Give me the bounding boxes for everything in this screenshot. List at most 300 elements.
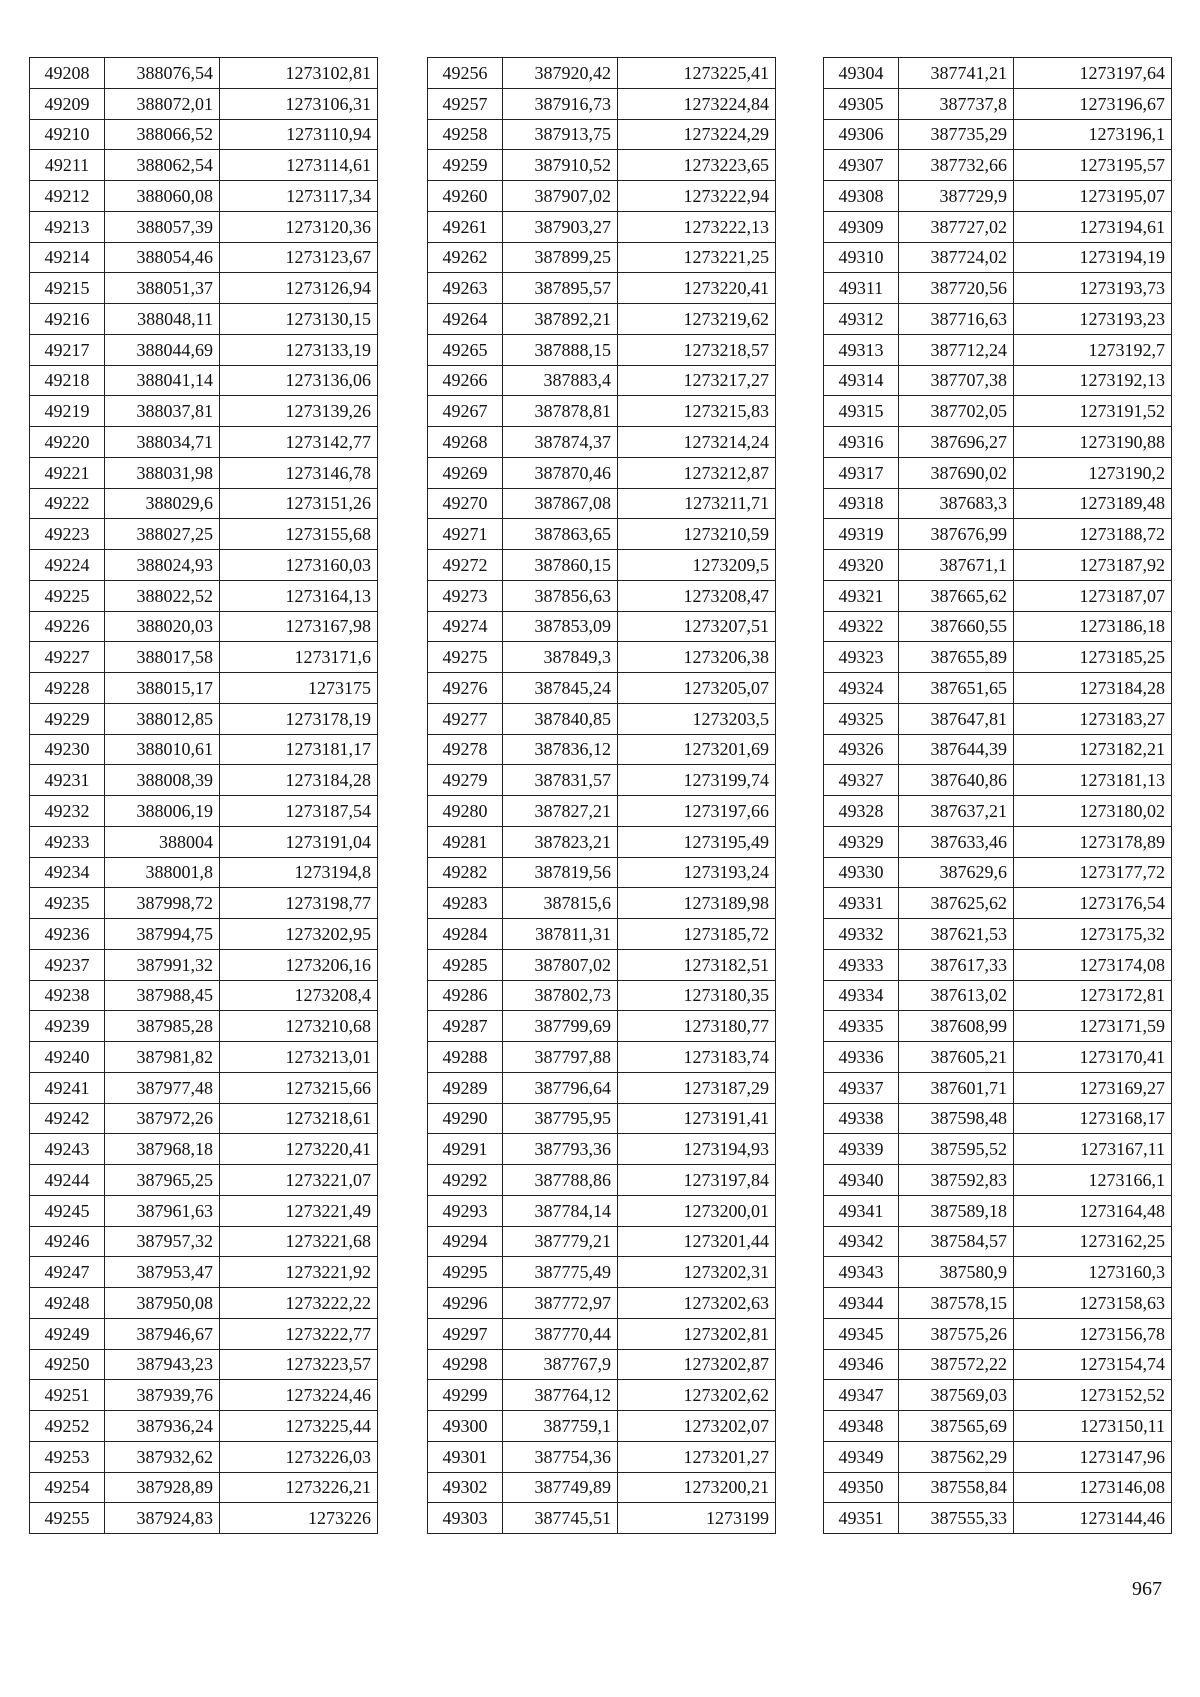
y-coordinate-cell: 1273226,21 [220, 1472, 378, 1503]
x-coordinate-cell: 387950,08 [105, 1288, 220, 1319]
y-coordinate-cell: 1273152,52 [1014, 1380, 1172, 1411]
x-coordinate-cell: 387874,37 [503, 427, 618, 458]
y-coordinate-cell: 1273187,92 [1014, 550, 1172, 581]
table-row [30, 857, 378, 888]
x-coordinate-cell: 387981,82 [105, 1042, 220, 1073]
x-coordinate-cell: 387720,56 [899, 273, 1014, 304]
y-coordinate-cell: 1273180,77 [618, 1011, 776, 1042]
y-coordinate-cell: 1273156,78 [1014, 1318, 1172, 1349]
y-coordinate-cell: 1273160,3 [1014, 1257, 1172, 1288]
table-row [428, 1441, 776, 1472]
x-coordinate-cell: 388034,71 [105, 427, 220, 458]
table-row [824, 1134, 1172, 1165]
table-row [30, 273, 378, 304]
x-coordinate-cell: 387671,1 [899, 550, 1014, 581]
y-coordinate-cell: 1273160,03 [220, 550, 378, 581]
point-id-cell: 49252 [30, 1411, 105, 1442]
table-row [30, 119, 378, 150]
y-coordinate-cell: 1273202,87 [618, 1349, 776, 1380]
point-id-cell: 49338 [824, 1103, 899, 1134]
point-id-cell: 49209 [30, 88, 105, 119]
point-id-cell: 49216 [30, 304, 105, 335]
y-coordinate-cell: 1273222,94 [618, 181, 776, 212]
point-id-cell: 49297 [428, 1318, 503, 1349]
y-coordinate-cell: 1273202,63 [618, 1288, 776, 1319]
table-row [428, 980, 776, 1011]
x-coordinate-cell: 387998,72 [105, 888, 220, 919]
x-coordinate-cell: 387592,83 [899, 1165, 1014, 1196]
x-coordinate-cell: 388037,81 [105, 396, 220, 427]
y-coordinate-cell: 1273171,6 [220, 642, 378, 673]
x-coordinate-cell: 387759,1 [503, 1411, 618, 1442]
table-row [824, 580, 1172, 611]
page-number: 967 [1132, 1578, 1162, 1600]
point-id-cell: 49293 [428, 1195, 503, 1226]
point-id-cell: 49349 [824, 1441, 899, 1472]
point-id-cell: 49285 [428, 949, 503, 980]
x-coordinate-cell: 387968,18 [105, 1134, 220, 1165]
table-row [824, 734, 1172, 765]
table-row [824, 1411, 1172, 1442]
table-row [30, 888, 378, 919]
point-id-cell: 49227 [30, 642, 105, 673]
point-id-cell: 49215 [30, 273, 105, 304]
y-coordinate-cell: 1273197,84 [618, 1165, 776, 1196]
x-coordinate-cell: 388062,54 [105, 150, 220, 181]
table-row [824, 457, 1172, 488]
x-coordinate-cell: 387580,9 [899, 1257, 1014, 1288]
table-row [30, 980, 378, 1011]
x-coordinate-cell: 387690,02 [899, 457, 1014, 488]
x-coordinate-cell: 387589,18 [899, 1195, 1014, 1226]
point-id-cell: 49306 [824, 119, 899, 150]
point-id-cell: 49317 [824, 457, 899, 488]
y-coordinate-cell: 1273223,65 [618, 150, 776, 181]
x-coordinate-cell: 387961,63 [105, 1195, 220, 1226]
table-row [428, 734, 776, 765]
point-id-cell: 49228 [30, 673, 105, 704]
table-row [30, 734, 378, 765]
y-coordinate-cell: 1273225,44 [220, 1411, 378, 1442]
x-coordinate-cell: 387796,64 [503, 1072, 618, 1103]
x-coordinate-cell: 387732,66 [899, 150, 1014, 181]
x-coordinate-cell: 387853,09 [503, 611, 618, 642]
table-row [30, 334, 378, 365]
point-id-cell: 49301 [428, 1441, 503, 1472]
point-id-cell: 49213 [30, 211, 105, 242]
y-coordinate-cell: 1273194,19 [1014, 242, 1172, 273]
y-coordinate-cell: 1273221,68 [220, 1226, 378, 1257]
table-row [824, 980, 1172, 1011]
x-coordinate-cell: 388031,98 [105, 457, 220, 488]
table-row [824, 1318, 1172, 1349]
table-row [428, 488, 776, 519]
x-coordinate-cell: 387788,86 [503, 1165, 618, 1196]
y-coordinate-cell: 1273171,59 [1014, 1011, 1172, 1042]
point-id-cell: 49231 [30, 765, 105, 796]
point-id-cell: 49250 [30, 1349, 105, 1380]
point-id-cell: 49277 [428, 703, 503, 734]
x-coordinate-cell: 387565,69 [899, 1411, 1014, 1442]
point-id-cell: 49319 [824, 519, 899, 550]
table-row [30, 1134, 378, 1165]
point-id-cell: 49345 [824, 1318, 899, 1349]
point-id-cell: 49290 [428, 1103, 503, 1134]
y-coordinate-cell: 1273174,08 [1014, 949, 1172, 980]
x-coordinate-cell: 387807,02 [503, 949, 618, 980]
y-coordinate-cell: 1273181,13 [1014, 765, 1172, 796]
y-coordinate-cell: 1273217,27 [618, 365, 776, 396]
x-coordinate-cell: 387920,42 [503, 58, 618, 89]
x-coordinate-cell: 387815,6 [503, 888, 618, 919]
table-row [824, 427, 1172, 458]
table-row [428, 765, 776, 796]
point-id-cell: 49270 [428, 488, 503, 519]
x-coordinate-cell: 387724,02 [899, 242, 1014, 273]
table-row [428, 919, 776, 950]
point-id-cell: 49254 [30, 1472, 105, 1503]
x-coordinate-cell: 387617,33 [899, 949, 1014, 980]
table-row [824, 642, 1172, 673]
point-id-cell: 49336 [824, 1042, 899, 1073]
point-id-cell: 49224 [30, 550, 105, 581]
x-coordinate-cell: 387802,73 [503, 980, 618, 1011]
y-coordinate-cell: 1273202,07 [618, 1411, 776, 1442]
x-coordinate-cell: 388057,39 [105, 211, 220, 242]
point-id-cell: 49248 [30, 1288, 105, 1319]
table-row [824, 919, 1172, 950]
table-row [30, 1072, 378, 1103]
x-coordinate-cell: 387595,52 [899, 1134, 1014, 1165]
y-coordinate-cell: 1273154,74 [1014, 1349, 1172, 1380]
x-coordinate-cell: 388020,03 [105, 611, 220, 642]
point-id-cell: 49245 [30, 1195, 105, 1226]
point-id-cell: 49287 [428, 1011, 503, 1042]
y-coordinate-cell: 1273192,13 [1014, 365, 1172, 396]
y-coordinate-cell: 1273110,94 [220, 119, 378, 150]
x-coordinate-cell: 387608,99 [899, 1011, 1014, 1042]
y-coordinate-cell: 1273195,49 [618, 826, 776, 857]
x-coordinate-cell: 387936,24 [105, 1411, 220, 1442]
point-id-cell: 49278 [428, 734, 503, 765]
table-row [30, 396, 378, 427]
table-row [428, 304, 776, 335]
point-id-cell: 49236 [30, 919, 105, 950]
table-row [30, 642, 378, 673]
y-coordinate-cell: 1273117,34 [220, 181, 378, 212]
point-id-cell: 49322 [824, 611, 899, 642]
point-id-cell: 49271 [428, 519, 503, 550]
table-row [30, 1380, 378, 1411]
point-id-cell: 49255 [30, 1503, 105, 1534]
table-row [30, 1103, 378, 1134]
table-row [824, 1288, 1172, 1319]
x-coordinate-cell: 387994,75 [105, 919, 220, 950]
point-id-cell: 49324 [824, 673, 899, 704]
table-row [428, 1072, 776, 1103]
y-coordinate-cell: 1273193,24 [618, 857, 776, 888]
table-row [824, 1011, 1172, 1042]
point-id-cell: 49258 [428, 119, 503, 150]
point-id-cell: 49220 [30, 427, 105, 458]
x-coordinate-cell: 387683,3 [899, 488, 1014, 519]
point-id-cell: 49294 [428, 1226, 503, 1257]
table-row [428, 611, 776, 642]
point-id-cell: 49302 [428, 1472, 503, 1503]
x-coordinate-cell: 387870,46 [503, 457, 618, 488]
point-id-cell: 49217 [30, 334, 105, 365]
table-row [824, 826, 1172, 857]
x-coordinate-cell: 387831,57 [503, 765, 618, 796]
point-id-cell: 49274 [428, 611, 503, 642]
x-coordinate-cell: 387878,81 [503, 396, 618, 427]
x-coordinate-cell: 387737,8 [899, 88, 1014, 119]
table-row [428, 1349, 776, 1380]
y-coordinate-cell: 1273102,81 [220, 58, 378, 89]
y-coordinate-cell: 1273123,67 [220, 242, 378, 273]
y-coordinate-cell: 1273139,26 [220, 396, 378, 427]
y-coordinate-cell: 1273211,71 [618, 488, 776, 519]
y-coordinate-cell: 1273180,35 [618, 980, 776, 1011]
point-id-cell: 49299 [428, 1380, 503, 1411]
table-row [428, 242, 776, 273]
x-coordinate-cell: 387953,47 [105, 1257, 220, 1288]
y-coordinate-cell: 1273221,49 [220, 1195, 378, 1226]
x-coordinate-cell: 387651,65 [899, 673, 1014, 704]
y-coordinate-cell: 1273205,07 [618, 673, 776, 704]
table-row [824, 304, 1172, 335]
y-coordinate-cell: 1273183,27 [1014, 703, 1172, 734]
x-coordinate-cell: 387647,81 [899, 703, 1014, 734]
x-coordinate-cell: 388022,52 [105, 580, 220, 611]
x-coordinate-cell: 387943,23 [105, 1349, 220, 1380]
point-id-cell: 49257 [428, 88, 503, 119]
x-coordinate-cell: 387907,02 [503, 181, 618, 212]
point-id-cell: 49313 [824, 334, 899, 365]
point-id-cell: 49314 [824, 365, 899, 396]
x-coordinate-cell: 387892,21 [503, 304, 618, 335]
point-id-cell: 49225 [30, 580, 105, 611]
point-id-cell: 49276 [428, 673, 503, 704]
point-id-cell: 49323 [824, 642, 899, 673]
y-coordinate-cell: 1273167,11 [1014, 1134, 1172, 1165]
point-id-cell: 49332 [824, 919, 899, 950]
y-coordinate-cell: 1273224,29 [618, 119, 776, 150]
table-row [428, 1134, 776, 1165]
table-row [30, 427, 378, 458]
y-coordinate-cell: 1273162,25 [1014, 1226, 1172, 1257]
table-row [824, 88, 1172, 119]
table-row [30, 488, 378, 519]
point-id-cell: 49280 [428, 796, 503, 827]
x-coordinate-cell: 387716,63 [899, 304, 1014, 335]
y-coordinate-cell: 1273210,68 [220, 1011, 378, 1042]
x-coordinate-cell: 387985,28 [105, 1011, 220, 1042]
x-coordinate-cell: 388041,14 [105, 365, 220, 396]
y-coordinate-cell: 1273187,29 [618, 1072, 776, 1103]
y-coordinate-cell: 1273210,59 [618, 519, 776, 550]
point-id-cell: 49318 [824, 488, 899, 519]
table-row [824, 1380, 1172, 1411]
x-coordinate-cell: 387601,71 [899, 1072, 1014, 1103]
y-coordinate-cell: 1273180,02 [1014, 796, 1172, 827]
point-id-cell: 49212 [30, 181, 105, 212]
y-coordinate-cell: 1273213,01 [220, 1042, 378, 1073]
table-row [428, 211, 776, 242]
y-coordinate-cell: 1273226 [220, 1503, 378, 1534]
y-coordinate-cell: 1273196,1 [1014, 119, 1172, 150]
y-coordinate-cell: 1273175,32 [1014, 919, 1172, 950]
y-coordinate-cell: 1273144,46 [1014, 1503, 1172, 1534]
table-row [428, 88, 776, 119]
point-id-cell: 49339 [824, 1134, 899, 1165]
table-row [428, 1103, 776, 1134]
x-coordinate-cell: 387840,85 [503, 703, 618, 734]
point-id-cell: 49291 [428, 1134, 503, 1165]
x-coordinate-cell: 387903,27 [503, 211, 618, 242]
point-id-cell: 49234 [30, 857, 105, 888]
point-id-cell: 49300 [428, 1411, 503, 1442]
point-id-cell: 49246 [30, 1226, 105, 1257]
x-coordinate-cell: 387972,26 [105, 1103, 220, 1134]
y-coordinate-cell: 1273221,92 [220, 1257, 378, 1288]
point-id-cell: 49298 [428, 1349, 503, 1380]
y-coordinate-cell: 1273169,27 [1014, 1072, 1172, 1103]
point-id-cell: 49266 [428, 365, 503, 396]
table-row [30, 1411, 378, 1442]
table-row [824, 1165, 1172, 1196]
x-coordinate-cell: 387910,52 [503, 150, 618, 181]
x-coordinate-cell: 387578,15 [899, 1288, 1014, 1319]
table-row [428, 1165, 776, 1196]
y-coordinate-cell: 1273194,61 [1014, 211, 1172, 242]
y-coordinate-cell: 1273158,63 [1014, 1288, 1172, 1319]
point-id-cell: 49249 [30, 1318, 105, 1349]
table-row [30, 58, 378, 89]
x-coordinate-cell: 387655,89 [899, 642, 1014, 673]
table-row [30, 1318, 378, 1349]
y-coordinate-cell: 1273197,66 [618, 796, 776, 827]
y-coordinate-cell: 1273202,81 [618, 1318, 776, 1349]
point-id-cell: 49289 [428, 1072, 503, 1103]
point-id-cell: 49264 [428, 304, 503, 335]
y-coordinate-cell: 1273202,95 [220, 919, 378, 950]
table-row [428, 58, 776, 89]
y-coordinate-cell: 1273218,61 [220, 1103, 378, 1134]
y-coordinate-cell: 1273181,17 [220, 734, 378, 765]
table-row [428, 642, 776, 673]
y-coordinate-cell: 1273225,41 [618, 58, 776, 89]
y-coordinate-cell: 1273195,07 [1014, 181, 1172, 212]
y-coordinate-cell: 1273208,47 [618, 580, 776, 611]
point-id-cell: 49347 [824, 1380, 899, 1411]
point-id-cell: 49307 [824, 150, 899, 181]
table-row [824, 242, 1172, 273]
y-coordinate-cell: 1273175 [220, 673, 378, 704]
table-row [30, 211, 378, 242]
table-row [428, 796, 776, 827]
x-coordinate-cell: 387883,4 [503, 365, 618, 396]
table-row [824, 1226, 1172, 1257]
x-coordinate-cell: 387928,89 [105, 1472, 220, 1503]
y-coordinate-cell: 1273208,4 [220, 980, 378, 1011]
x-coordinate-cell: 387633,46 [899, 826, 1014, 857]
table-row [30, 519, 378, 550]
y-coordinate-cell: 1273201,27 [618, 1441, 776, 1472]
x-coordinate-cell: 387575,26 [899, 1318, 1014, 1349]
table-row [824, 1195, 1172, 1226]
x-coordinate-cell: 388027,25 [105, 519, 220, 550]
table-row [428, 949, 776, 980]
x-coordinate-cell: 387555,33 [899, 1503, 1014, 1534]
x-coordinate-cell: 388010,61 [105, 734, 220, 765]
point-id-cell: 49341 [824, 1195, 899, 1226]
point-id-cell: 49243 [30, 1134, 105, 1165]
y-coordinate-cell: 1273221,25 [618, 242, 776, 273]
y-coordinate-cell: 1273193,73 [1014, 273, 1172, 304]
y-coordinate-cell: 1273151,26 [220, 488, 378, 519]
table-row [428, 1411, 776, 1442]
table-row [824, 765, 1172, 796]
table-row [428, 181, 776, 212]
table-row [30, 1011, 378, 1042]
point-id-cell: 49350 [824, 1472, 899, 1503]
table-row [824, 1072, 1172, 1103]
x-coordinate-cell: 388012,85 [105, 703, 220, 734]
table-row [824, 888, 1172, 919]
table-row [824, 1472, 1172, 1503]
y-coordinate-cell: 1273209,5 [618, 550, 776, 581]
y-coordinate-cell: 1273150,11 [1014, 1411, 1172, 1442]
y-coordinate-cell: 1273198,77 [220, 888, 378, 919]
table-row [30, 88, 378, 119]
table-row [824, 1257, 1172, 1288]
point-id-cell: 49325 [824, 703, 899, 734]
point-id-cell: 49331 [824, 888, 899, 919]
point-id-cell: 49267 [428, 396, 503, 427]
y-coordinate-cell: 1273222,13 [618, 211, 776, 242]
table-row [428, 1288, 776, 1319]
y-coordinate-cell: 1273147,96 [1014, 1441, 1172, 1472]
x-coordinate-cell: 388072,01 [105, 88, 220, 119]
point-id-cell: 49244 [30, 1165, 105, 1196]
y-coordinate-cell: 1273172,81 [1014, 980, 1172, 1011]
y-coordinate-cell: 1273185,72 [618, 919, 776, 950]
table-row [30, 1288, 378, 1319]
x-coordinate-cell: 387913,75 [503, 119, 618, 150]
table-row [30, 919, 378, 950]
x-coordinate-cell: 387665,62 [899, 580, 1014, 611]
table-row [824, 1103, 1172, 1134]
point-id-cell: 49226 [30, 611, 105, 642]
point-id-cell: 49321 [824, 580, 899, 611]
point-id-cell: 49292 [428, 1165, 503, 1196]
point-id-cell: 49219 [30, 396, 105, 427]
y-coordinate-cell: 1273196,67 [1014, 88, 1172, 119]
point-id-cell: 49239 [30, 1011, 105, 1042]
x-coordinate-cell: 387845,24 [503, 673, 618, 704]
point-id-cell: 49223 [30, 519, 105, 550]
x-coordinate-cell: 387605,21 [899, 1042, 1014, 1073]
y-coordinate-cell: 1273201,44 [618, 1226, 776, 1257]
y-coordinate-cell: 1273218,57 [618, 334, 776, 365]
y-coordinate-cell: 1273166,1 [1014, 1165, 1172, 1196]
y-coordinate-cell: 1273220,41 [618, 273, 776, 304]
x-coordinate-cell: 387977,48 [105, 1072, 220, 1103]
table-row [824, 273, 1172, 304]
point-id-cell: 49237 [30, 949, 105, 980]
point-id-cell: 49232 [30, 796, 105, 827]
